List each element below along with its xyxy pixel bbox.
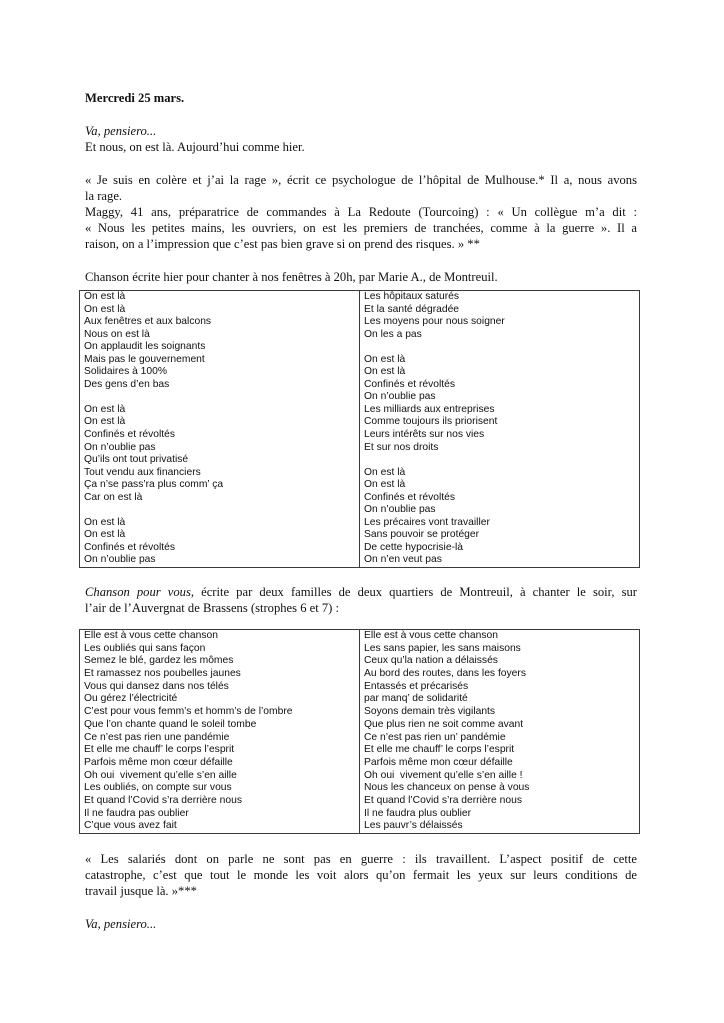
page-heading: Mercredi 25 mars.: [85, 91, 185, 105]
outro-italic: Va, pensiero...: [85, 917, 157, 931]
lyric-line: On applaudit les soignants: [84, 341, 206, 353]
lyric-line: On n’oublie pas: [364, 391, 436, 403]
song1-lyrics-table: [79, 290, 640, 568]
lyric-line: Les moyens pour nous soigner: [364, 316, 505, 328]
lyric-line: On est là: [84, 416, 126, 428]
lyric-line: [84, 504, 355, 517]
lyric-line: Confinés et révoltés: [364, 491, 456, 503]
song1-left-column: [80, 291, 360, 568]
lyric-line: Et la santé dégradée: [364, 303, 460, 315]
lyric-line: On est là: [84, 529, 126, 541]
lyric-line: Aux fenêtres et aux balcons: [84, 316, 212, 328]
lyric-line: Parfois même mon cœur défaille: [84, 756, 233, 768]
quote-salaries-line-2: catastrophe, c’est que tout le monde les voit alors qu’on fermait les yeux sur leurs conditions de: [85, 868, 637, 883]
lyric-line: On est là: [364, 366, 406, 378]
lyric-line: Soyons demain très vigilants: [364, 706, 496, 718]
lyric-line: Confinés et révoltés: [84, 429, 176, 441]
quote-psychologue-line-1: « Je suis en colère et j’ai la rage », écrit ce psychologue de l’hôpital de Mulhouse.* Il a, nous avons: [85, 173, 637, 187]
lyric-line: Oh oui vivement qu’elle s’en aille !: [364, 769, 523, 781]
lyric-line: On n’oublie pas: [84, 441, 156, 453]
lyric-line: Ça n’se pass’ra plus comm’ ça: [84, 479, 224, 491]
intro-line: Et nous, on est là. Aujourd’hui comme hier.: [85, 140, 305, 154]
lyric-line: On est là: [84, 516, 126, 528]
lyric-line: On est là: [364, 466, 406, 478]
lyric-line: Qu’ils ont tout privatisé: [84, 454, 189, 466]
lyric-line: Solidaires à 100%: [84, 366, 167, 378]
lyric-line: Mais pas le gouvernement: [84, 353, 205, 365]
lyric-line: Car on est là: [84, 491, 143, 503]
lyric-line: Ceux qu’la nation a délaissés: [364, 655, 498, 667]
quote-psychologue-line-2: la rage.: [85, 189, 123, 204]
quote-psychologue: [85, 172, 637, 204]
lyric-line: On les a pas: [364, 328, 422, 340]
lyric-line: On est là: [364, 479, 406, 491]
lyric-line: Tout vendu aux financiers: [84, 466, 201, 478]
lyric-line: Il ne faudra plus oublier: [364, 807, 472, 819]
lyric-line: Au bord des routes, dans les foyers: [364, 668, 526, 680]
lyric-line: Vous qui dansez dans nos télés: [84, 680, 229, 692]
lyric-line: Et ramassez nos poubelles jaunes: [84, 668, 241, 680]
lyric-line: Elle est à vous cette chanson: [364, 630, 498, 641]
lyric-line: Leurs intérêts sur nos vies: [364, 429, 485, 441]
lyric-line: Et quand l’Covid s’ra derrière nous: [84, 794, 242, 806]
lyric-line: Semez le blé, gardez les mômes: [84, 655, 234, 667]
lyric-line: Ou gérez l’électricité: [84, 693, 178, 705]
song2-lyrics-table: [79, 629, 640, 834]
lyric-line: Comme toujours ils priorisent: [364, 416, 498, 428]
lyric-line: On est là: [84, 291, 126, 302]
lyric-line: C’est pour vous femm’s et homm’s de l’ombre: [84, 706, 293, 718]
song2-right-column: [360, 630, 640, 834]
lyric-line: Les oubliés, on compte sur vous: [84, 782, 232, 794]
lyric-line: Entassés et précarisés: [364, 680, 469, 692]
quote-maggy-line-2: « Nous les petites mains, les ouvriers, on est les premiers de tranchées, comme à la guerre ». Il a: [85, 221, 637, 236]
lyric-line: Et elle me chauff’ le corps l’esprit: [364, 744, 515, 756]
song2-left-column: [80, 630, 360, 834]
lyric-line: On n’oublie pas: [84, 554, 156, 566]
lyric-line: C’que vous avez fait: [84, 820, 177, 832]
lyric-line: Les milliards aux entreprises: [364, 403, 495, 415]
lyric-line: Nous on est là: [84, 328, 150, 340]
song2-title: Chanson pour vous: [85, 585, 191, 599]
lyric-line: Les précaires vont travailler: [364, 516, 490, 528]
quote-salaries-line-3: travail jusque là. »***: [85, 884, 197, 899]
lyric-line: Elle est à vous cette chanson: [84, 630, 218, 641]
quote-maggy: [85, 204, 637, 253]
lyric-line: On est là: [84, 303, 126, 315]
lyric-line: [84, 391, 355, 404]
lyric-line: Les pauvr’s délaissés: [364, 820, 463, 832]
lyric-line: Nous les chanceux on pense à vous: [364, 782, 530, 794]
lyric-line: Ce n’est pas rien un’ pandémie: [364, 731, 506, 743]
quote-maggy-line-1: Maggy, 41 ans, préparatrice de commandes à La Redoute (Tourcoing) : « Un collègue m’a dit :: [85, 205, 637, 219]
song2-intro-line-1: [85, 584, 637, 600]
lyric-line: Que l’on chante quand le soleil tombe: [84, 718, 257, 730]
lyric-line: On n’oublie pas: [364, 504, 436, 516]
lyric-line: Les sans papier, les sans maisons: [364, 642, 521, 654]
lyric-line: On est là: [84, 403, 126, 415]
quote-maggy-line-3: raison, on a l’impression que c’est pas bien grave si on prend des risques. » **: [85, 237, 480, 252]
lyric-line: par manq’ de solidarité: [364, 693, 468, 705]
lyric-line: Et elle me chauff’ le corps l’esprit: [84, 744, 235, 756]
lyric-line: On est là: [364, 353, 406, 365]
lyric-line: Sans pouvoir se protéger: [364, 529, 480, 541]
song2-intro-line-2: l’air de l’Auvergnat de Brassens (strophes 6 et 7) :: [85, 601, 340, 616]
lyric-line: Et quand l’Covid s’ra derrière nous: [364, 794, 522, 806]
lyric-line: Les hôpitaux saturés: [364, 291, 460, 302]
lyric-line: [364, 341, 635, 354]
lyric-line: Ce n’est pas rien une pandémie: [84, 731, 230, 743]
quote-salaries: [85, 851, 637, 900]
lyric-line: Les oubliés qui sans façon: [84, 642, 206, 654]
lyric-line: Confinés et révoltés: [364, 378, 456, 390]
lyric-line: Oh oui vivement qu’elle s’en aille: [84, 769, 237, 781]
lyric-line: Confinés et révoltés: [84, 541, 176, 553]
lyric-line: Parfois même mon cœur défaille: [364, 756, 513, 768]
lyric-line: On n’en veut pas: [364, 554, 442, 566]
intro-italic: Va, pensiero...: [85, 124, 157, 138]
lyric-line: Que plus rien ne soit comme avant: [364, 718, 524, 730]
lyric-line: Et sur nos droits: [364, 441, 439, 453]
lyric-line: Il ne faudra pas oublier: [84, 807, 189, 819]
lyric-line: De cette hypocrisie-là: [364, 541, 464, 553]
song1-intro: Chanson écrite hier pour chanter à nos fenêtres à 20h, par Marie A., de Montreuil.: [85, 270, 498, 284]
lyric-line: Des gens d’en bas: [84, 378, 170, 390]
quote-salaries-line-1: « Les salariés dont on parle ne sont pas en guerre : ils travaillent. L’aspect positif de cette: [85, 852, 637, 866]
song2-intro-text: , écrite par deux familles de deux quartiers de Montreuil, à chanter le soir, sur: [190, 585, 637, 599]
lyric-line: [364, 454, 635, 467]
song2-intro: [85, 584, 637, 616]
song1-right-column: [360, 291, 640, 568]
